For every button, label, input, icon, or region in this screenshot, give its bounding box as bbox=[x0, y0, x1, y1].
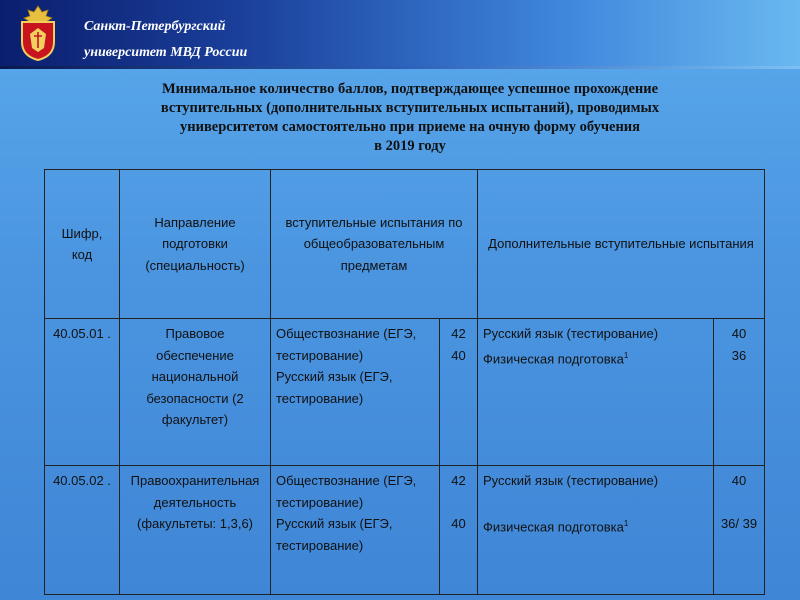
score-2: 40 bbox=[451, 347, 466, 363]
title-line-3: университетом самостоятельно при приеме на очную форму обучения bbox=[180, 119, 640, 135]
exam-1: Обществознание (ЕГЭ, тестирование) bbox=[276, 326, 417, 363]
header-extra: Дополнительные вступительные испытания bbox=[478, 170, 765, 319]
cell-extra bbox=[478, 466, 714, 595]
cell-extra bbox=[478, 319, 714, 466]
header-exams: вступительные испытания по общеобразовательным предметам bbox=[271, 170, 478, 319]
title-line-4: в 2019 году bbox=[374, 138, 446, 154]
title-line-2: вступительных (дополнительных вступительных испытаний), проводимых bbox=[160, 100, 660, 116]
org-line-2: университет МВД России bbox=[84, 45, 248, 60]
cell-extra-scores bbox=[714, 319, 765, 466]
cell-exams bbox=[271, 319, 440, 466]
cell-extra-scores bbox=[714, 466, 765, 595]
table-header-row bbox=[45, 170, 765, 319]
title-line-1: Минимальное количество баллов, подтверждающее успешное прохождение bbox=[161, 81, 659, 97]
cell-direction: Правовое обеспечение национальной безопасности (2 факультет) bbox=[120, 319, 271, 466]
extra-score-1: 40 bbox=[731, 326, 747, 341]
extra-1: Русский язык (тестирование) bbox=[483, 326, 659, 341]
extra-2-label: Физическая подготовка bbox=[483, 350, 624, 366]
extra-2 bbox=[483, 513, 708, 538]
score-1: 42 bbox=[451, 326, 466, 341]
table-row bbox=[45, 466, 765, 595]
header-direction: Направление подготовки (специальность) bbox=[120, 170, 271, 319]
footnote-mark: 1 bbox=[623, 350, 629, 360]
score-2: 40 bbox=[451, 515, 466, 531]
cell-exams bbox=[271, 466, 440, 595]
cell-direction: Правоохранительная деятельность (факультеты: 1,3,6) bbox=[120, 466, 271, 595]
header-divider bbox=[0, 66, 800, 69]
table-row bbox=[45, 319, 765, 466]
exam-2: Русский язык (ЕГЭ, тестирование) bbox=[276, 516, 393, 553]
cell-code: 40.05.02 . bbox=[45, 466, 120, 595]
page-title bbox=[90, 80, 730, 156]
org-line-1: Санкт-Петербургский bbox=[84, 19, 226, 34]
extra-score-2: 36/ 39 bbox=[720, 515, 758, 531]
mvd-emblem-icon bbox=[18, 4, 58, 62]
organization-name bbox=[84, 14, 247, 66]
exam-1: Обществознание (ЕГЭ, тестирование) bbox=[276, 473, 417, 510]
extra-2 bbox=[483, 345, 708, 370]
cell-code: 40.05.01 . bbox=[45, 319, 120, 466]
footnote-mark: 1 bbox=[623, 518, 629, 528]
extra-2-label: Физическая подготовка bbox=[483, 518, 624, 534]
score-1: 42 bbox=[451, 473, 466, 488]
scores-table bbox=[44, 169, 765, 595]
header-code: Шифр, код bbox=[45, 170, 120, 319]
extra-1: Русский язык (тестирование) bbox=[483, 473, 659, 488]
cell-scores bbox=[440, 319, 478, 466]
extra-score-2: 36 bbox=[731, 347, 747, 363]
cell-scores bbox=[440, 466, 478, 595]
extra-score-1: 40 bbox=[731, 473, 747, 488]
exam-2: Русский язык (ЕГЭ, тестирование) bbox=[276, 369, 393, 406]
